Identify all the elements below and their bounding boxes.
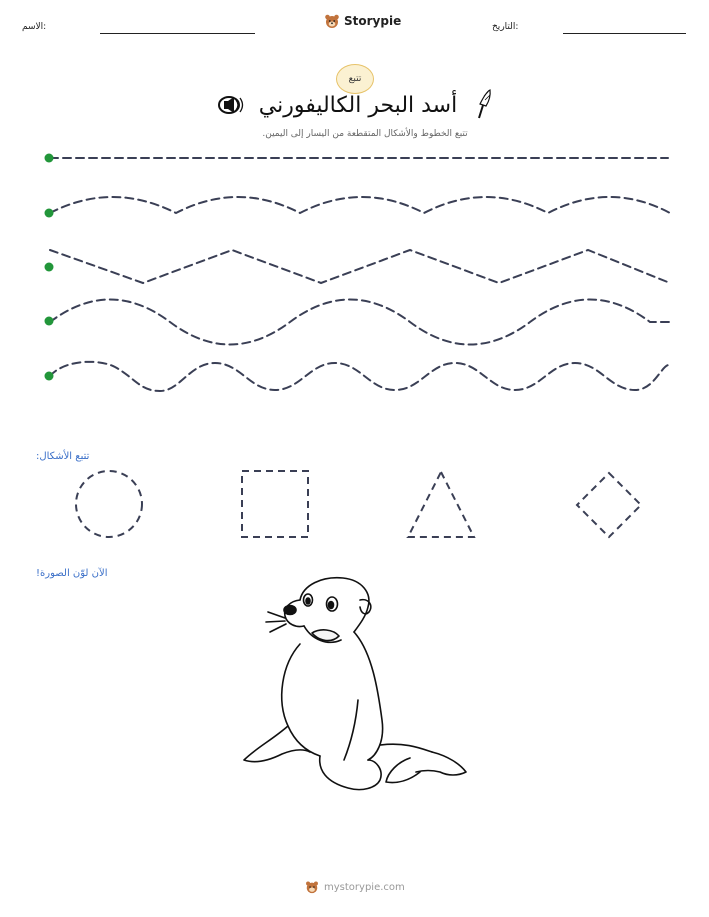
footer-link[interactable]: mystorypie.com — [324, 881, 405, 893]
brand-name: Storypie — [344, 14, 402, 28]
page-title: أسد البحر الكاليفورني — [258, 93, 458, 118]
bear-mascot-icon — [305, 880, 319, 894]
date-label: التاريخ: — [492, 22, 519, 32]
shapes-heading: تتبع الأشكال: — [36, 451, 90, 462]
trace-badge: تتبع — [336, 64, 374, 94]
footer-brand — [305, 880, 405, 894]
instructions-subtitle: تتبع الخطوط والأشكال المتقطعة من اليسار إلى اليمين. — [262, 129, 468, 139]
name-label: الاسم: — [22, 22, 47, 32]
color-heading: الآن لوّن الصورة! — [36, 568, 108, 579]
